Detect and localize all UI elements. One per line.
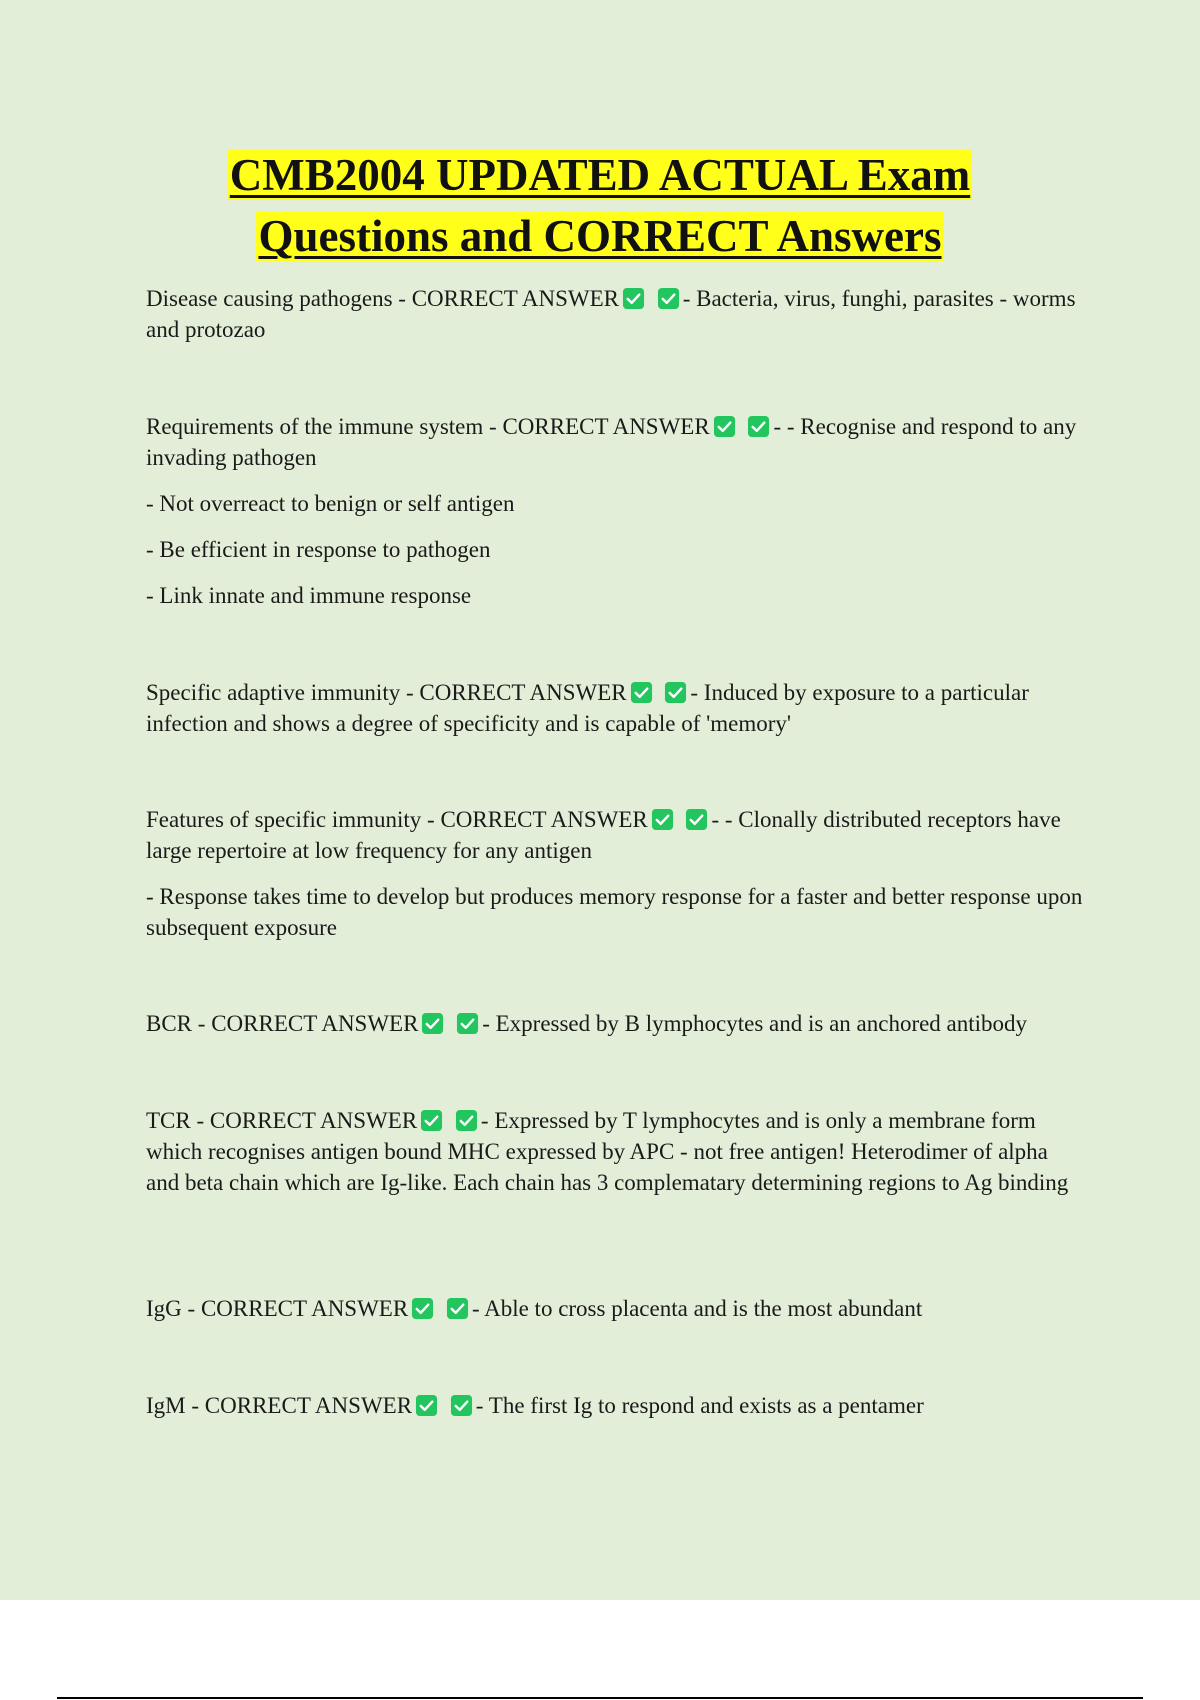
white-heavy-check-mark-icon xyxy=(421,1012,444,1035)
white-heavy-check-mark-icon xyxy=(450,1394,473,1417)
white-heavy-check-mark-icon xyxy=(446,1297,469,1320)
qa-item xyxy=(146,1105,1086,1198)
qa-item xyxy=(146,1008,1086,1039)
qa-main-line: TCR - CORRECT ANSWER - Expressed by T lymphocytes and is only a membrane form which recognises antigen bound MHC expressed by APC - not free antigen! Heterodimer of alpha and beta chain which are Ig-like. Each chain has 3 complematary determining regions to Ag binding xyxy=(146,1108,1069,1195)
qa-answer: - Induced by exposure to a particular infection and shows a degree of specificity and is capable of 'memory' xyxy=(146,680,1029,736)
qa-item xyxy=(146,1293,1086,1324)
qa-item xyxy=(146,677,1086,739)
qa-term: Disease causing pathogens xyxy=(146,286,393,311)
document-title xyxy=(0,145,1200,267)
white-heavy-check-mark-icon xyxy=(420,1109,443,1132)
qa-term: IgM xyxy=(146,1393,186,1418)
qa-main-line: Specific adaptive immunity - CORRECT ANSWER - Induced by exposure to a particular infection and shows a degree of specificity and is capable of 'memory' xyxy=(146,680,1029,736)
qa-item xyxy=(146,1390,1086,1421)
qa-term: IgG xyxy=(146,1296,182,1321)
white-heavy-check-mark-icon xyxy=(651,808,674,831)
white-heavy-check-mark-icon xyxy=(713,415,736,438)
qa-answer: - Able to cross placenta and is the most abundant xyxy=(471,1296,923,1321)
correct-answer-label: CORRECT ANSWER xyxy=(200,1296,409,1321)
qa-answer: - Expressed by T lymphocytes and is only a membrane form which recognises antigen bound MHC expressed by APC - not free antigen! Heterodimer of alpha and beta chain which are Ig-like. Each chain has 3 complematary determining regions to Ag binding xyxy=(146,1108,1069,1195)
qa-answer: - Expressed by B lymphocytes and is an anchored antibody xyxy=(482,1011,1028,1036)
qa-term: TCR xyxy=(146,1108,191,1133)
white-heavy-check-mark-icon xyxy=(630,681,653,704)
white-heavy-check-mark-icon xyxy=(622,287,645,310)
qa-answer: - - Clonally distributed receptors have large repertoire at low frequency for any antigen xyxy=(146,807,1061,863)
correct-answer-label: CORRECT ANSWER xyxy=(440,807,648,832)
title-line-2: Questions and CORRECT Answers xyxy=(258,211,942,261)
qa-item xyxy=(146,283,1086,345)
qa-term: Requirements of the immune system xyxy=(146,414,484,439)
white-heavy-check-mark-icon xyxy=(455,1109,478,1132)
correct-answer-label: CORRECT ANSWER xyxy=(411,286,619,311)
qa-main-line: Features of specific immunity - CORRECT ANSWER - - Clonally distributed receptors have large repertoire at low frequency for any antigen xyxy=(146,807,1061,863)
footer-divider xyxy=(57,1697,1143,1699)
qa-term: BCR xyxy=(146,1011,193,1036)
correct-answer-label: CORRECT ANSWER xyxy=(209,1108,418,1133)
white-heavy-check-mark-icon xyxy=(685,808,708,831)
qa-answer: - Bacteria, virus, funghi, parasites - worms and protozao xyxy=(146,286,1076,342)
qa-answer-detail: - Not overreact to benign or self antigen xyxy=(146,491,515,516)
qa-answer-detail: - Be efficient in response to pathogen xyxy=(146,537,491,562)
qa-answer: - - Recognise and respond to any invading pathogen xyxy=(146,414,1077,470)
correct-answer-label: CORRECT ANSWER xyxy=(419,680,627,705)
qa-item xyxy=(146,804,1086,943)
white-heavy-check-mark-icon xyxy=(664,681,687,704)
white-heavy-check-mark-icon xyxy=(456,1012,479,1035)
qa-main-line: IgM - CORRECT ANSWER - The first Ig to respond and exists as a pentamer xyxy=(146,1393,924,1418)
title-line-1: CMB2004 UPDATED ACTUAL Exam xyxy=(229,150,971,200)
white-heavy-check-mark-icon xyxy=(411,1297,434,1320)
correct-answer-label: CORRECT ANSWER xyxy=(502,414,710,439)
qa-main-line: Disease causing pathogens - CORRECT ANSWER - Bacteria, virus, funghi, parasites - worms and protozao xyxy=(146,286,1076,342)
white-heavy-check-mark-icon xyxy=(657,287,680,310)
qa-main-line: IgG - CORRECT ANSWER - Able to cross placenta and is the most abundant xyxy=(146,1296,923,1321)
qa-term: Specific adaptive immunity xyxy=(146,680,401,705)
qa-main-line: Requirements of the immune system - CORRECT ANSWER - - Recognise and respond to any invading pathogen xyxy=(146,414,1077,470)
white-heavy-check-mark-icon xyxy=(747,415,770,438)
qa-answer-detail: - Response takes time to develop but produces memory response for a faster and better response upon subsequent exposure xyxy=(146,884,1083,940)
qa-answer-detail: - Link innate and immune response xyxy=(146,583,472,608)
white-heavy-check-mark-icon xyxy=(415,1394,438,1417)
correct-answer-label: CORRECT ANSWER xyxy=(204,1393,413,1418)
qa-answer: - The first Ig to respond and exists as a pentamer xyxy=(475,1393,924,1418)
qa-main-line: BCR - CORRECT ANSWER - Expressed by B lymphocytes and is an anchored antibody xyxy=(146,1011,1028,1036)
correct-answer-label: CORRECT ANSWER xyxy=(211,1011,419,1036)
qa-item xyxy=(146,411,1086,611)
qa-term: Features of specific immunity xyxy=(146,807,422,832)
